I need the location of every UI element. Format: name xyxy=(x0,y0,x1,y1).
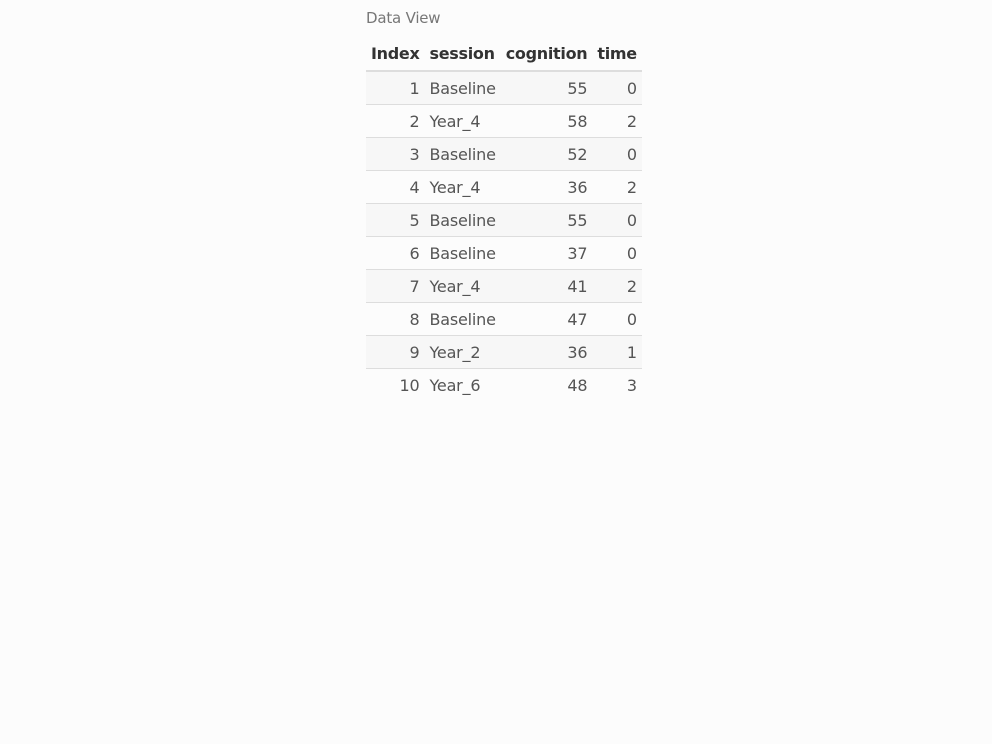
cell-index: 2 xyxy=(366,105,424,138)
table-row xyxy=(366,237,642,270)
cell-session: Year_4 xyxy=(424,105,500,138)
column-header-time: time xyxy=(592,37,641,71)
table-row xyxy=(366,71,642,105)
cell-index: 5 xyxy=(366,204,424,237)
cell-session: Year_4 xyxy=(424,270,500,303)
cell-index: 7 xyxy=(366,270,424,303)
cell-cognition: 36 xyxy=(501,336,593,369)
cell-time: 0 xyxy=(626,78,637,98)
cell-session: Year_2 xyxy=(424,336,500,369)
table-row xyxy=(366,171,642,204)
cell-cognition: 55 xyxy=(567,78,588,98)
table-row xyxy=(366,270,642,303)
cell-index: 1 xyxy=(409,78,420,98)
cell-session: Baseline xyxy=(424,138,500,171)
cell-session: Baseline xyxy=(429,78,496,98)
cell-time: 0 xyxy=(592,303,641,336)
cell-session: Baseline xyxy=(424,303,500,336)
cell-cognition: 36 xyxy=(501,171,593,204)
table-header-row xyxy=(366,37,642,71)
cell-time: 0 xyxy=(592,138,641,171)
cell-cognition: 47 xyxy=(501,303,593,336)
cell-session: Baseline xyxy=(424,204,500,237)
table-row xyxy=(366,303,642,336)
table-row xyxy=(366,105,642,138)
column-header-cognition: cognition xyxy=(501,37,593,71)
table-row xyxy=(366,369,642,402)
column-header-index: Index xyxy=(366,37,424,71)
cell-cognition: 52 xyxy=(501,138,593,171)
cell-cognition: 37 xyxy=(501,237,593,270)
cell-cognition: 58 xyxy=(501,105,593,138)
cell-session: Year_6 xyxy=(424,369,500,402)
cell-session: Baseline xyxy=(424,237,500,270)
cell-time: 2 xyxy=(592,105,641,138)
table-caption: Data View xyxy=(366,9,441,27)
column-header-session: session xyxy=(424,37,500,71)
cell-cognition: 48 xyxy=(501,369,593,402)
cell-index: 10 xyxy=(366,369,424,402)
table-row xyxy=(366,204,642,237)
data-table xyxy=(366,37,642,401)
table-row xyxy=(366,138,642,171)
cell-time: 2 xyxy=(592,171,641,204)
cell-session: Year_4 xyxy=(424,171,500,204)
cell-index: 9 xyxy=(366,336,424,369)
cell-cognition: 41 xyxy=(501,270,593,303)
cell-time: 1 xyxy=(592,336,641,369)
cell-index: 8 xyxy=(366,303,424,336)
cell-time: 0 xyxy=(592,204,641,237)
cell-cognition: 55 xyxy=(501,204,593,237)
cell-index: 4 xyxy=(366,171,424,204)
cell-time: 0 xyxy=(592,237,641,270)
cell-index: 3 xyxy=(366,138,424,171)
cell-time: 3 xyxy=(592,369,641,402)
cell-time: 2 xyxy=(592,270,641,303)
cell-index: 6 xyxy=(366,237,424,270)
table-row xyxy=(366,336,642,369)
